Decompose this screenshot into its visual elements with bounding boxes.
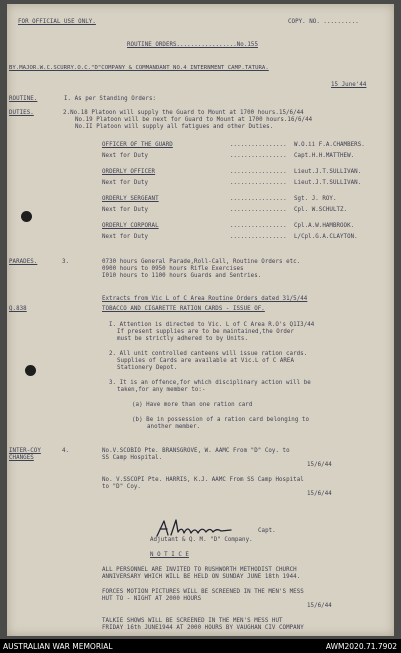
tobacco-line: Supplies of Cards are available at Vic.L of C AREA [117, 358, 295, 364]
roster-next-name: Cpl. W.SCHULTZ. [294, 207, 348, 213]
duties-line: No.II Platoon will supply all fatigues and other Duties. [75, 124, 274, 130]
q-reference: Q.838 [9, 306, 27, 312]
parades-line: 0900 hours to 0950 hours Rifle Exercises [102, 266, 244, 272]
tobacco-line: must be strictly adhered to by Units. [117, 336, 248, 342]
roster-role: ORDERLY CORPORAL [102, 223, 159, 229]
notice-line: FRIDAY 16th JUNE1944 AT 2000 HOURS BY VAUGHAN CIV COMPANY [102, 625, 304, 631]
roster-next: Next for Duty [102, 180, 149, 186]
copy-number: COPY. NO. .......... [288, 19, 359, 25]
footer-institution: AUSTRALIAN WAR MEMORIAL [3, 642, 113, 651]
signature-appointment: Adjutant & Q. M. "D" Company. [150, 537, 253, 543]
notice-line: ALL PERSONNEL ARE INVITED TO RUSHWORTH METHODIST CHURCH [102, 567, 297, 573]
interco-line: No.V.SCOBIO Pte. BRANSGROVE, W. AAMC From "D" Coy. to [102, 448, 290, 454]
interco-date: 15/6/44 [307, 491, 332, 497]
roster-next-name: L/Cpl.G.A.CLAYTON. [294, 234, 358, 240]
interco-line: SS Camp Hospital. [102, 455, 163, 461]
roster-role: ORDERLY OFFICER [102, 169, 156, 175]
tobacco-line: another member. [147, 424, 201, 430]
parades-line: 0730 hours General Parade,Roll-Call, Routine Orders etc. [102, 259, 301, 265]
archive-footer-bar [0, 639, 401, 653]
notice-heading: N O T I C E [150, 552, 189, 558]
routine-label: ROUTINE. [9, 96, 38, 102]
interco-line: No. V.SSCOPI Pte. HARRIS, K.J. AAMC From SS Camp Hospital [102, 477, 304, 483]
tobacco-line: 2. All unit controlled canteens will issue ration cards. [109, 351, 308, 357]
notice-line: HUT TO - NIGHT AT 2000 HOURS [102, 596, 202, 602]
tobacco-line: I. Attention is directed to Vic. L of C Area R.O's Q1I3/44 [109, 322, 315, 328]
classification-label: FOR OFFICIAL USE ONLY. [18, 19, 96, 25]
parades-number: 3. [62, 259, 70, 265]
tobacco-line: (b) Be in possession of a ration card belonging to [132, 417, 310, 423]
punch-hole-top [21, 211, 32, 222]
tobacco-line: (a) Have more than one ration card [132, 402, 253, 408]
roster-dots: ................ [230, 153, 287, 159]
punch-hole-bottom [25, 365, 36, 376]
roster-next: Next for Duty [102, 207, 149, 213]
roster-role: ORDERLY SERGEANT [102, 196, 159, 202]
roster-dots: ................ [230, 142, 287, 148]
signature-rank: Capt. [258, 528, 276, 534]
tobacco-line: Stationery Depot. [117, 365, 178, 371]
duties-line: No.19 Platoon will be next for Guard to Mount at 1700 hours.16/6/44 [75, 117, 313, 123]
interco-line: to "D" Coy. [102, 484, 141, 490]
tobacco-line: 3. It is an offence,for which disciplinary action will be [109, 380, 311, 386]
roster-name: Cpl.A.W.HAMBROOK. [294, 223, 355, 229]
document-title: ROUTINE ORDERS.................No.155 [127, 42, 258, 48]
document-page [7, 4, 394, 636]
issued-by-line: BY.MAJOR.W.C.SCURRY.O.C."D"COMPANY & COMMANDANT NO.4 INTERNMENT CAMP.TATURA. [9, 65, 269, 71]
roster-dots: ................ [230, 180, 287, 186]
roster-dots: ................ [230, 223, 287, 229]
inter-coy-number: 4. [62, 448, 70, 454]
roster-name: Sgt. J. ROY. [294, 196, 337, 202]
changes-label: CHANGES [9, 455, 34, 461]
roster-next: Next for Duty [102, 153, 149, 159]
routine-text: I. As per Standing Orders: [64, 96, 157, 102]
interco-date: 15/6/44 [307, 462, 332, 468]
notice-date: 15/6/44 [307, 603, 332, 609]
duties-line: 2.No.18 Platoon will supply the Guard to Mount at 1700 hours.15/6/44 [63, 110, 304, 116]
parades-line: I010 hours to 1100 hours Guards and Sentries. [102, 273, 262, 279]
roster-next: Next for Duty [102, 234, 149, 240]
parades-label: PARADES. [9, 259, 38, 265]
roster-dots: ................ [230, 207, 287, 213]
notice-line: ANNIVERSARY WHICH WILL BE HELD ON SUNDAY JUNE 18th 1944. [102, 574, 301, 580]
tobacco-line: If present supplies are to be maintained,the Order [117, 329, 295, 335]
roster-dots: ................ [230, 169, 287, 175]
roster-role: OFFICER OF THE GUARD [102, 142, 173, 148]
roster-dots: ................ [230, 234, 287, 240]
document-date: 15 June'44 [331, 82, 367, 88]
extracts-heading: Extracts from Vic L of C Area Routine Orders dated 31/5/44 [102, 296, 308, 302]
notice-line: TALKIE SHOWS WILL BE SCREENED IN THE MEN'S MESS HUT [102, 618, 283, 624]
roster-name: Lieut.J.T.SULLIVAN. [294, 169, 362, 175]
roster-next-name: Lieut.J.T.SULLIVAN. [294, 180, 362, 186]
notice-line: FORCES MOTION PICTURES WILL BE SCREENED IN THE MEN'S MESS [102, 589, 304, 595]
roster-next-name: Capt.H.H.MATTHEW. [294, 153, 355, 159]
roster-dots: ................ [230, 196, 287, 202]
roster-name: W.O.ii F.A.CHAMBERS. [294, 142, 365, 148]
duties-label: DUTIES. [9, 110, 34, 116]
tobacco-heading: TOBACCO AND CIGARETTE RATION CARDS - ISSUE OF. [102, 306, 265, 312]
footer-accession-number: AWM2020.71.7902 [325, 642, 397, 651]
inter-coy-label: INTER-COY [9, 448, 41, 454]
tobacco-line: taken,for any member to:- [117, 387, 206, 393]
